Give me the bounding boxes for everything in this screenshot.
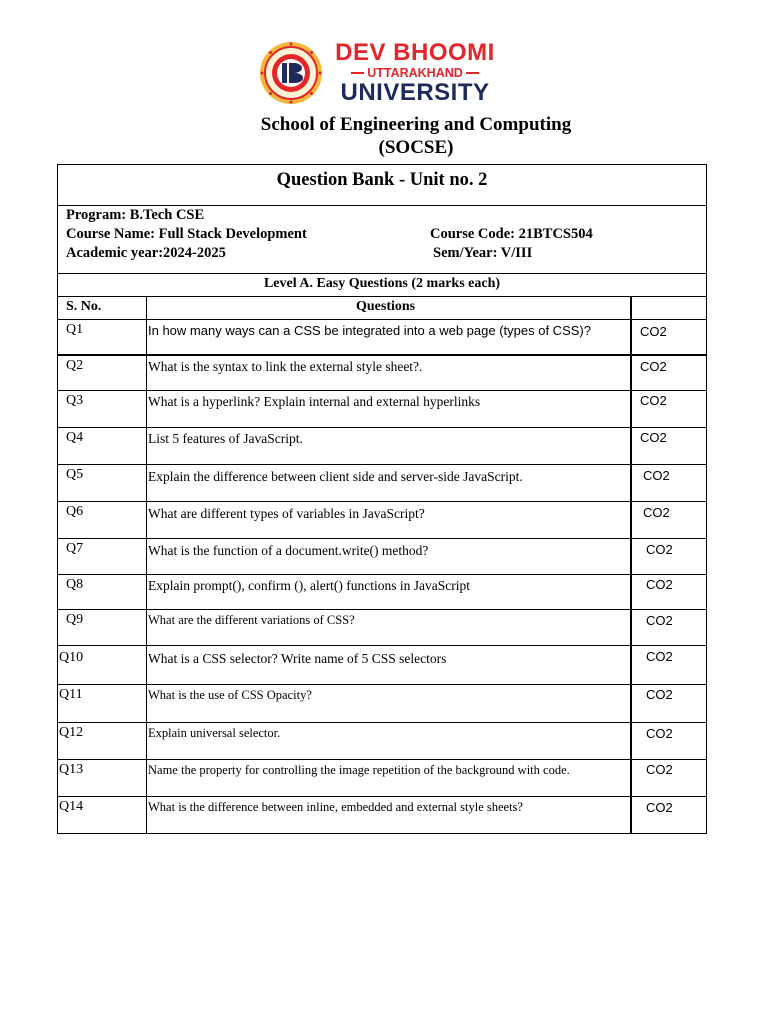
question-text: List 5 features of JavaScript.	[148, 431, 303, 446]
level-title: Level A. Easy Questions (2 marks each)	[263, 276, 501, 291]
course-outcome: CO2	[640, 393, 667, 408]
row-number: Q12	[59, 725, 84, 740]
sem-year-label: Sem/Year: V/III	[433, 245, 533, 261]
row-number: Q8	[66, 577, 84, 592]
course-outcome: CO2	[646, 800, 673, 815]
question-text: What is a hyperlink? Explain internal and external hyperlinks	[148, 394, 481, 409]
course-outcome: CO2	[640, 324, 667, 339]
header-sno: S. No.	[66, 299, 102, 314]
course-outcome: CO2	[646, 687, 673, 702]
row-separator	[57, 796, 707, 797]
column-divider	[630, 296, 632, 834]
bank-title: Question Bank - Unit no. 2	[276, 170, 488, 190]
logo-line-1: DEV BHOOMI	[335, 39, 495, 66]
course-outcome: CO2	[643, 505, 670, 520]
course-outcome: CO2	[646, 762, 673, 777]
question-text: What are different types of variables in JavaScript?	[148, 506, 425, 521]
row-separator	[57, 319, 707, 320]
logo-line-3: UNIVERSITY	[340, 79, 490, 106]
row-separator	[57, 464, 707, 465]
row-number: Q11	[59, 687, 83, 702]
header-questions: Questions	[356, 299, 416, 314]
row-separator	[57, 501, 707, 502]
logo-line-2-text: UTTARAKHAND	[367, 66, 463, 80]
question-text: Explain the difference between client side and server-side JavaScript.	[148, 469, 523, 484]
school-name: School of Engineering and Computing	[260, 114, 572, 135]
row-number: Q7	[66, 541, 84, 556]
course-outcome: CO2	[646, 613, 673, 628]
academic-year-label: Academic year:2024-2025	[66, 245, 226, 261]
row-number: Q14	[59, 799, 84, 814]
row-number: Q10	[59, 650, 84, 665]
row-number: Q13	[59, 762, 84, 777]
course-outcome: CO2	[646, 649, 673, 664]
divider	[57, 205, 707, 206]
row-separator	[57, 645, 707, 646]
question-text: What is the difference between inline, embedded and external style sheets?	[148, 800, 523, 814]
course-outcome: CO2	[640, 430, 667, 445]
row-separator	[57, 759, 707, 760]
program-label: Program: B.Tech CSE	[66, 207, 205, 223]
row-number: Q4	[66, 430, 84, 445]
row-number: Q5	[66, 467, 84, 482]
divider	[57, 296, 707, 297]
row-separator	[57, 390, 707, 391]
column-divider	[146, 296, 147, 834]
course-name-label: Course Name: Full Stack Development	[66, 226, 307, 242]
row-separator	[57, 354, 707, 356]
question-text: What is a CSS selector? Write name of 5 CSS selectors	[148, 651, 447, 666]
row-separator	[57, 538, 707, 539]
logo-line-2	[330, 66, 500, 80]
row-separator	[57, 609, 707, 610]
question-text: What are the different variations of CSS?	[148, 613, 355, 627]
row-separator	[57, 722, 707, 723]
question-text: What is the syntax to link the external style sheet?.	[148, 359, 423, 374]
course-outcome: CO2	[640, 359, 667, 374]
row-number: Q1	[66, 322, 84, 337]
course-outcome: CO2	[646, 577, 673, 592]
row-separator	[57, 684, 707, 685]
university-emblem-icon	[258, 40, 324, 106]
question-text: What is the function of a document.write() method?	[148, 543, 429, 558]
divider	[57, 273, 707, 274]
logo-wordmark	[330, 40, 500, 106]
row-separator	[57, 427, 707, 428]
course-outcome: CO2	[643, 468, 670, 483]
question-text: Explain universal selector.	[148, 726, 281, 740]
question-text: Explain prompt(), confirm (), alert() functions in JavaScript	[148, 578, 471, 593]
question-text: What is the use of CSS Opacity?	[148, 688, 312, 702]
row-number: Q6	[66, 504, 84, 519]
course-outcome: CO2	[646, 542, 673, 557]
row-number: Q3	[66, 393, 84, 408]
school-abbr: (SOCSE)	[378, 137, 454, 158]
question-text: Name the property for controlling the image repetition of the background with code.	[148, 763, 570, 777]
row-number: Q2	[66, 358, 84, 373]
question-text: In how many ways can a CSS be integrated into a web page (types of CSS)?	[148, 323, 591, 338]
course-code-label: Course Code: 21BTCS504	[430, 226, 593, 242]
school-heading	[0, 113, 768, 159]
course-outcome: CO2	[646, 726, 673, 741]
row-separator	[57, 574, 707, 575]
row-number: Q9	[66, 612, 84, 627]
university-logo	[0, 36, 768, 106]
